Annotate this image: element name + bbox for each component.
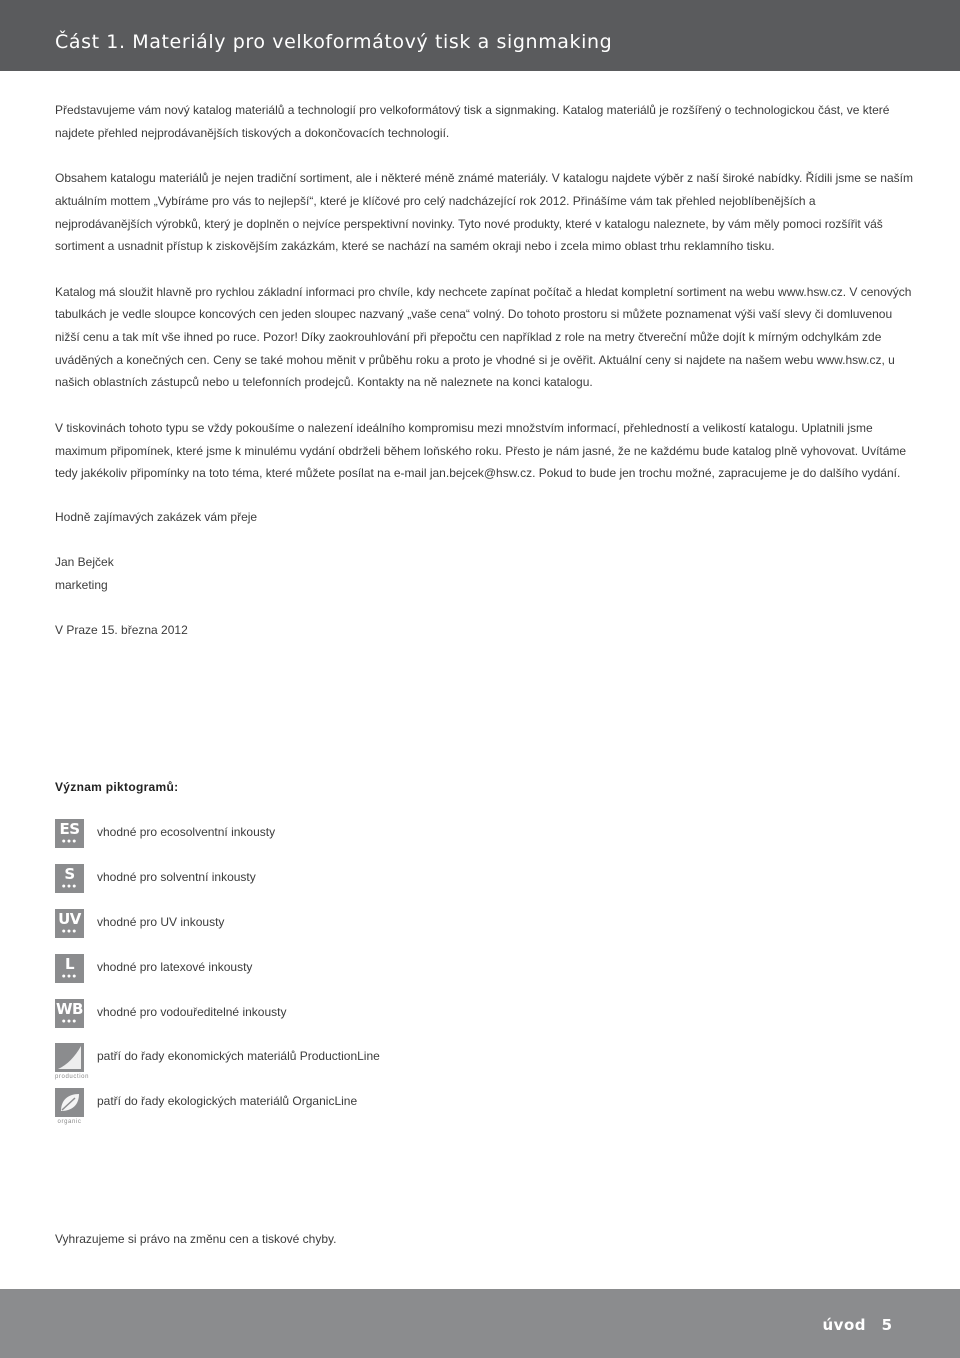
legend-label: vhodné pro UV inkousty <box>97 915 225 929</box>
legend-item <box>55 1088 555 1128</box>
legend-item <box>55 909 555 943</box>
signature <box>55 551 655 596</box>
legend-item <box>55 999 555 1033</box>
legend-label: patří do řady ekologických materiálů OrganicLine <box>97 1094 358 1108</box>
intro-paragraph: Představujeme vám nový katalog materiálů a technologií pro velkoformátový tisk a signmaking. Katalog materiálů je rozšířený o technologickou část, ve které najdete přehled nejprodávanějších tiskových a dokončovacích technologií. <box>55 103 890 140</box>
disclaimer: Vyhrazujeme si právo na změnu cen a tiskové chyby. <box>55 1232 337 1246</box>
drops-icon: ●●● <box>61 928 78 935</box>
legend-item <box>55 954 555 988</box>
icon-abbr: S <box>64 865 75 883</box>
icon-caption: production <box>55 1074 90 1080</box>
footer-bar <box>0 1289 960 1358</box>
page-number: 5 <box>881 1316 892 1334</box>
footer-section-label: úvod <box>822 1316 866 1334</box>
production-line-icon <box>55 1043 84 1072</box>
production-swoosh-icon <box>55 1043 84 1072</box>
legend-label: vhodné pro vodouředitelné inkousty <box>97 1005 287 1019</box>
drops-icon: ●●● <box>61 1018 78 1025</box>
legend-item <box>55 1043 555 1083</box>
legend-item <box>55 819 555 853</box>
organic-line-icon <box>55 1088 84 1117</box>
signature-name: Jan Bejček <box>55 555 114 569</box>
greeting-text: Hodně zajímavých zakázek vám přeje <box>55 510 258 524</box>
legend-label: vhodné pro latexové inkousty <box>97 960 253 974</box>
place-date-text: V Praze 15. března 2012 <box>55 623 188 637</box>
wb-ink-icon <box>55 999 84 1028</box>
icon-abbr: UV <box>58 910 81 928</box>
place-date <box>55 619 655 642</box>
page-title: Část 1. Materiály pro velkoformátový tisk a signmaking <box>55 31 613 53</box>
intro-paragraph: V tiskovinách tohoto typu se vždy pokoušíme o nalezení ideálního kompromisu mezi množstvím informací, přehledností a velikostí katalogu. Uplatnili jsme maximum připomínek, které jsme k minulému vydání obdrželi během loňského roku. Přesto je nám jasné, že ne každému bude katalog plně vyhovovat. Uvítáme tedy jakékoliv připomínky na toto téma, které můžete posílat na e-mail jan.bejcek@hsw.cz. Pokud to bude jen trochu možné, zapracujeme je do dalšího vydání. <box>55 420 907 481</box>
icon-caption: organic <box>57 1119 82 1125</box>
l-ink-icon <box>55 954 84 983</box>
icon-abbr: ES <box>59 820 80 838</box>
intro-text <box>55 99 915 508</box>
icon-abbr: WB <box>56 1000 83 1018</box>
legend-label: vhodné pro solventní inkousty <box>97 870 256 884</box>
uv-ink-icon <box>55 909 84 938</box>
icon-abbr: L <box>64 955 75 973</box>
drops-icon: ●●● <box>61 973 78 980</box>
intro-paragraph: Katalog má sloužit hlavně pro rychlou základní informaci pro chvíle, kdy nechcete zapínat počítač a hledat kompletní sortiment na webu www.hsw.cz. V cenových tabulkách je vedle sloupce koncových cen jeden sloupec nazvaný „vaše cena“ volný. Do tohoto prostoru si můžete poznamenat výši vaší slevy či domluvenou nižší cenu a tak mít vše ihned po ruce. Pozor! Díky zaokrouhlování při přepočtu cen například z role na metry čtvereční může dojít k mírným odchylkám zde uváděných a konečných cen. Ceny se také mohou měnit v průběhu roku a proto je vhodné si je ověřit. Aktuální ceny si najdete na našem webu www.hsw.cz, u našich oblastních zástupců nebo u telefonních prodejců. Kontakty na ně naleznete na konci katalogu. <box>55 284 912 390</box>
drops-icon: ●●● <box>61 883 78 890</box>
es-ink-icon <box>55 819 84 848</box>
legend-label: vhodné pro ecosolventní inkousty <box>97 825 276 839</box>
legend-item <box>55 864 555 898</box>
signature-role: marketing <box>55 577 108 592</box>
intro-paragraph: Obsahem katalogu materiálů je nejen tradiční sortiment, ale i některé méně známé materiály. V katalogu najdete výběr z naší široké nabídky. Řídili jsme se naším aktuálním mottem „Vybíráme pro vás to nejlepší“, které je klíčové pro celý nadcházející rok 2012. Přinášíme vám tak přehled nejoblíbenějších a nejprodávanějších výrobků, který je doplněn o nejvíce perspektivní novinky. Tyto nové produkty, které v katalogu naleznete, by vám měly pomoci rozšířit váš sortiment a usnadnit přístup k ziskovějším zakázkám, které se nachází na samém okraji nebo i zcela mimo oblast trhu reklamního tisku. <box>55 171 913 254</box>
leaf-icon <box>55 1088 84 1117</box>
greeting <box>55 506 655 529</box>
legend-heading: Význam piktogramů: <box>55 780 179 794</box>
legend-label: patří do řady ekonomických materiálů ProductionLine <box>97 1049 380 1063</box>
drops-icon: ●●● <box>61 838 78 845</box>
s-ink-icon <box>55 864 84 893</box>
